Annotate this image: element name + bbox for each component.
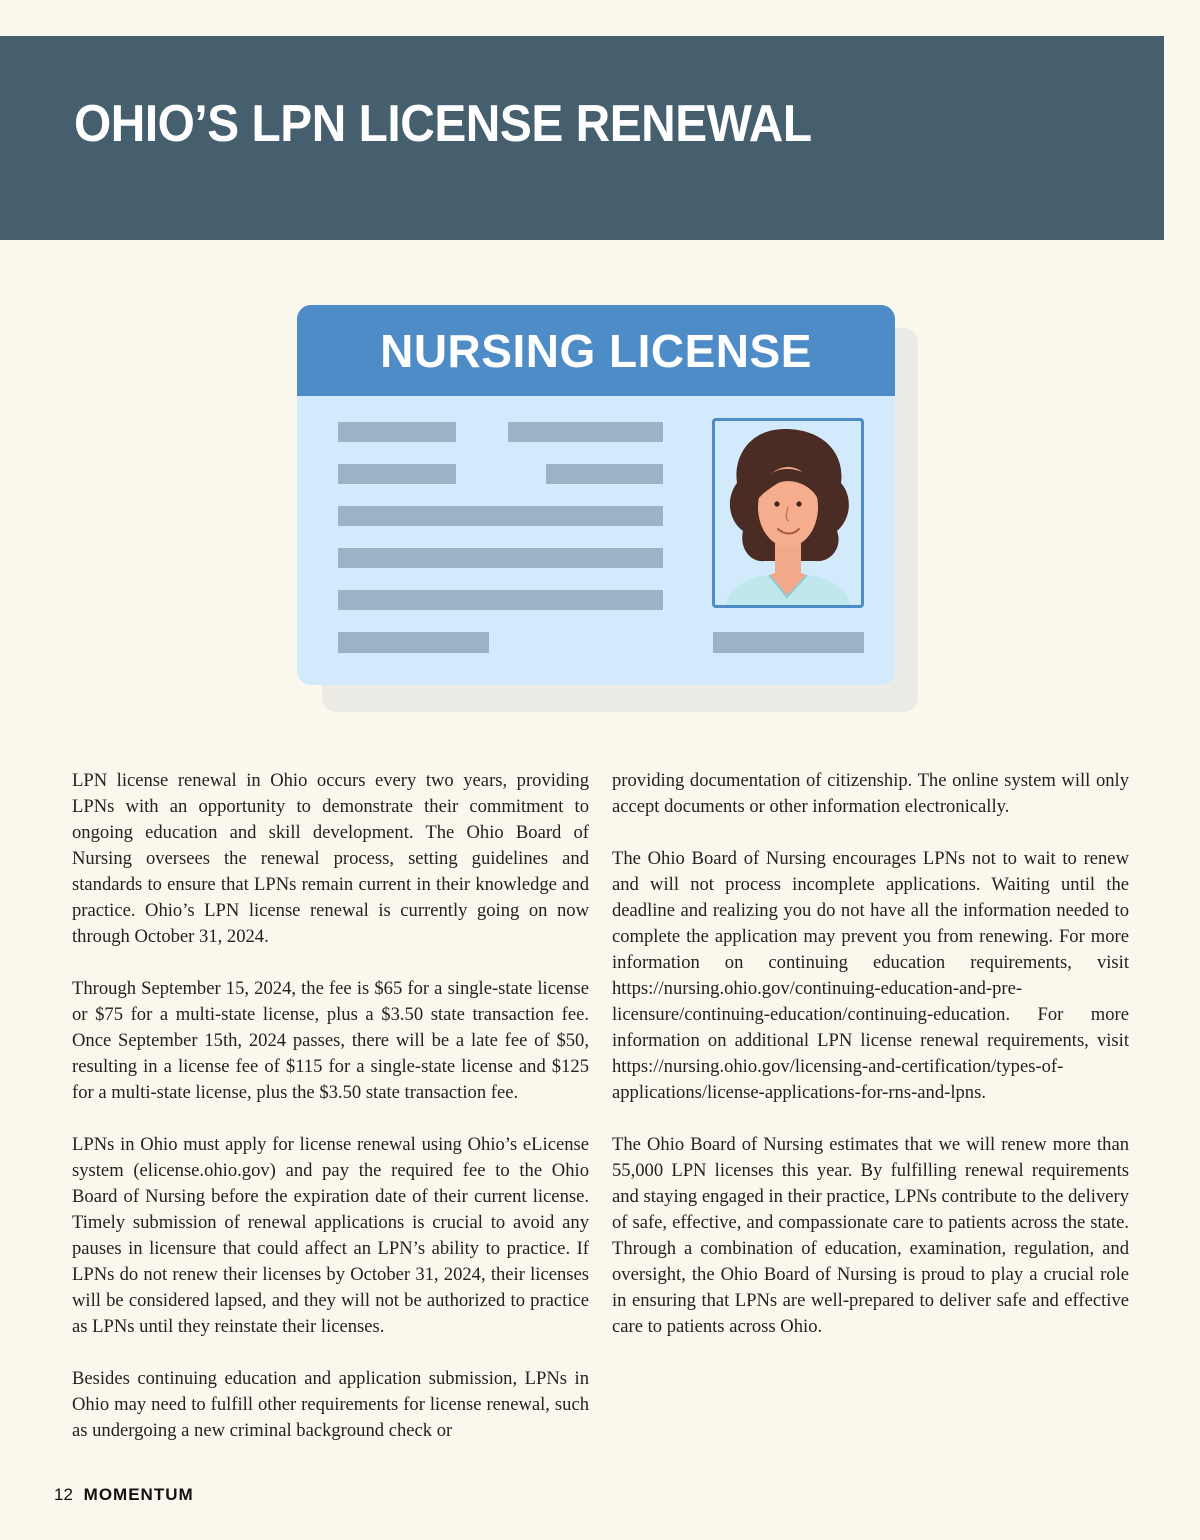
card-title: NURSING LICENSE bbox=[380, 324, 812, 377]
card-text-bar bbox=[338, 422, 456, 442]
card-text-bar bbox=[338, 548, 663, 568]
card-text-bar bbox=[338, 464, 456, 484]
article-column-right bbox=[612, 768, 1129, 1366]
article-paragraph: The Ohio Board of Nursing encourages LPNs not to wait to renew and will not process incomplete applications. Waiting until the deadline and realizing you do not have all the information needed to complete the application may prevent you from renewing. For more information on continuing education requirements, visit https://nursing.ohio.gov/continuing-education-and-pre-licensure/continuing-education/continuing-education. For more information on additional LPN license renewal requirements, visit https://nursing.ohio.gov/licensing-and-certification/types-of-applications/license-applications-for-rns-and-lpns. bbox=[612, 848, 1129, 1103]
page-title: OHIO’S LPN LICENSE RENEWAL bbox=[74, 95, 812, 153]
card-text-bar bbox=[338, 506, 663, 526]
card-text-bar bbox=[508, 422, 663, 442]
article-column-left bbox=[72, 768, 589, 1470]
card-header bbox=[297, 305, 895, 396]
card-text-bar bbox=[338, 632, 489, 653]
card-text-bar bbox=[546, 464, 663, 484]
article-paragraph: Through September 15, 2024, the fee is $65 for a single-state license or $75 for a multi-state license, plus a $3.50 state transaction fee. Once September 15th, 2024 passes, there will be a late fee of $50, resulting in a license fee of $115 for a single-state license and $125 for a multi-state license, plus the $3.50 state transaction fee. bbox=[72, 978, 589, 1103]
page-footer bbox=[54, 1485, 194, 1505]
article-paragraph: The Ohio Board of Nursing estimates that we will renew more than 55,000 LPN licenses this year. By fulfilling renewal requirements and staying engaged in their practice, LPNs contribute to the delivery of safe, effective, and compassionate care to patients across the state. Through a combination of education, examination, regulation, and oversight, the Ohio Board of Nursing is proud to play a crucial role in ensuring that LPNs are well-prepared to deliver safe and effective care to patients across Ohio. bbox=[612, 1134, 1129, 1337]
article-paragraph: LPNs in Ohio must apply for license renewal using Ohio’s eLicense system (elicense.ohio.gov) and pay the required fee to the Ohio Board of Nursing before the expiration date of their current license. Timely submission of renewal applications is crucial to avoid any pauses in licensure that could affect an LPN’s ability to practice. If LPNs do not renew their licenses by October 31, 2024, their licenses will be considered lapsed, and they will not be authorized to practice as LPNs until they reinstate their licenses. bbox=[72, 1134, 589, 1337]
page-number: 12 bbox=[54, 1485, 73, 1504]
article-paragraph: LPN license renewal in Ohio occurs every two years, providing LPNs with an opportunity to demonstrate their commitment to ongoing education and skill development. The Ohio Board of Nursing oversees the renewal process, setting guidelines and standards to ensure that LPNs remain current in their knowledge and practice. Ohio’s LPN license renewal is currently going on now through October 31, 2024. bbox=[72, 770, 589, 947]
publication-name: MOMENTUM bbox=[83, 1485, 194, 1504]
article-paragraph: Besides continuing education and application submission, LPNs in Ohio may need to fulfill other requirements for license renewal, such as undergoing a new criminal background check or bbox=[72, 1368, 589, 1441]
article-paragraph: providing documentation of citizenship. The online system will only accept documents or other information electronically. bbox=[612, 770, 1129, 817]
nurse-avatar-icon bbox=[715, 421, 861, 605]
license-photo bbox=[712, 418, 864, 608]
card-text-bar bbox=[713, 632, 864, 653]
card-text-bar bbox=[338, 590, 663, 610]
